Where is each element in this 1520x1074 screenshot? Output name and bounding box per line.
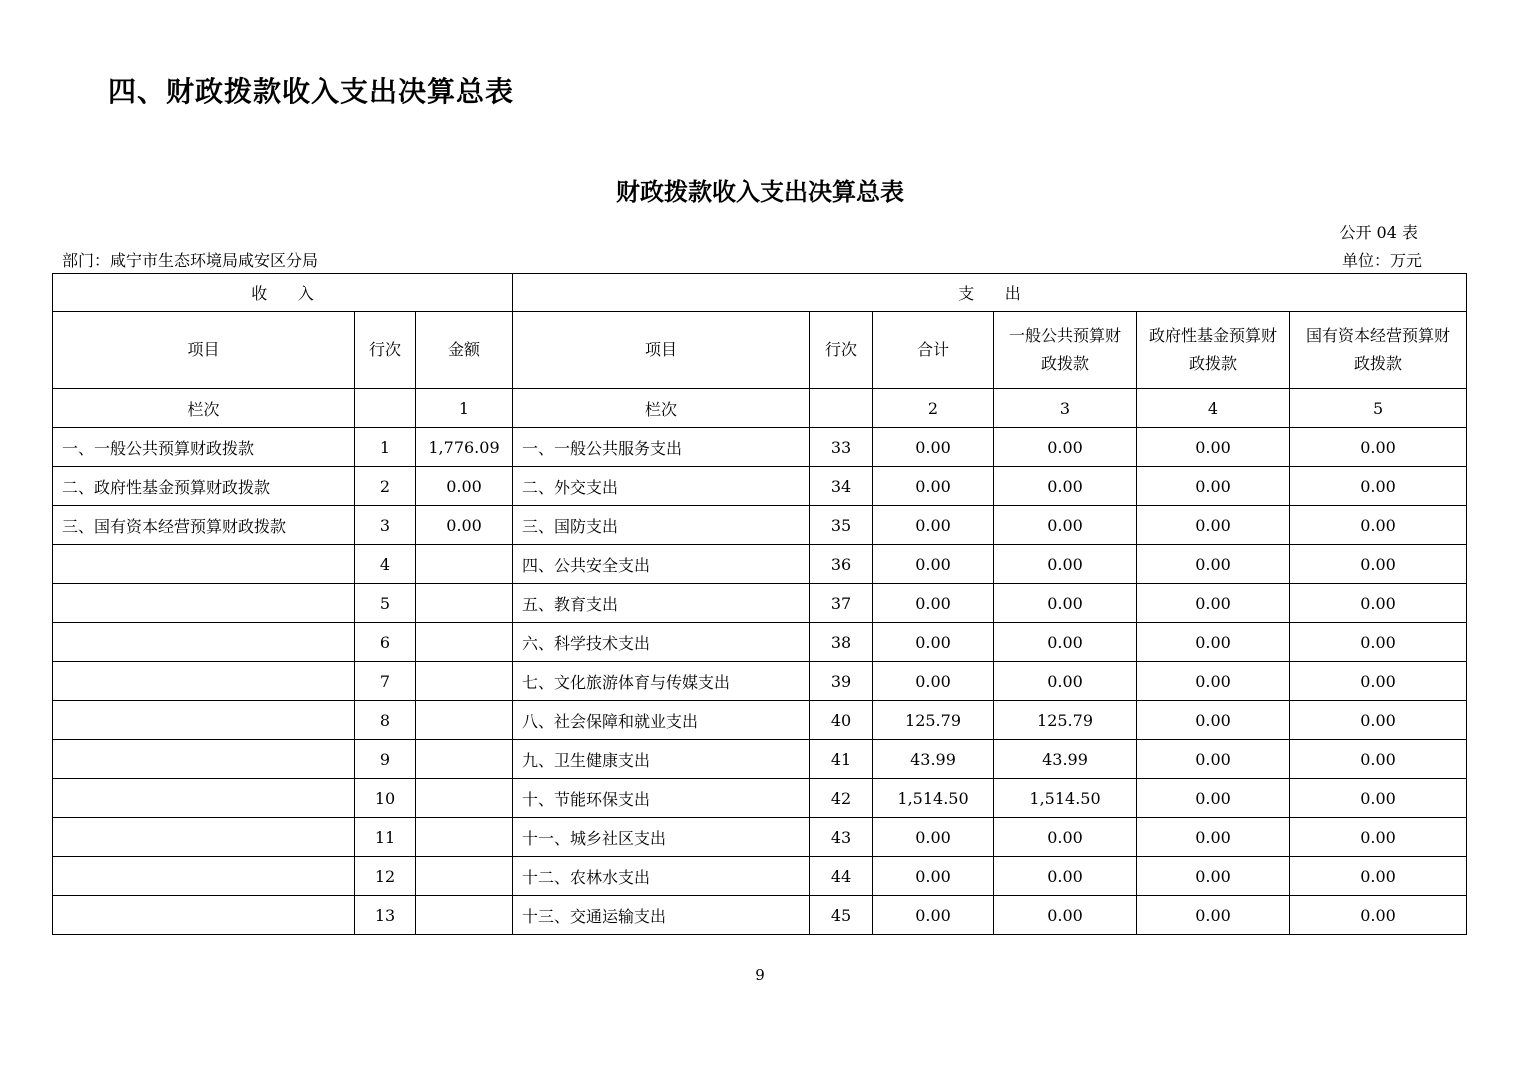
table-row: [53, 428, 1467, 467]
total-cell: 125.79: [873, 701, 994, 740]
gov-fund-cell: 0.00: [1137, 896, 1290, 935]
total-cell: 0.00: [873, 896, 994, 935]
expense-row-cell: 44: [810, 857, 873, 896]
state-capital-cell: 0.00: [1290, 545, 1467, 584]
gov-fund-cell: 0.00: [1137, 428, 1290, 467]
income-item-cell: [53, 623, 355, 662]
expense-row-cell: 40: [810, 701, 873, 740]
total-index: 2: [873, 389, 994, 428]
income-index-label: 栏次: [53, 389, 355, 428]
income-item-cell: [53, 584, 355, 623]
expense-item-cell: 六、科学技术支出: [513, 623, 810, 662]
income-item-cell: [53, 818, 355, 857]
expense-row-cell: 39: [810, 662, 873, 701]
income-row-cell: 7: [355, 662, 416, 701]
expense-row-cell: 33: [810, 428, 873, 467]
expense-header: 支 出: [513, 274, 1467, 312]
table-row: [53, 740, 1467, 779]
table-row: [53, 545, 1467, 584]
state-capital-cell: 0.00: [1290, 623, 1467, 662]
expense-row-header: 行次: [810, 312, 873, 389]
state-capital-cell: 0.00: [1290, 779, 1467, 818]
expense-item-cell: 十三、交通运输支出: [513, 896, 810, 935]
appropriation-summary-table: [52, 273, 1467, 935]
table-row: [53, 506, 1467, 545]
expense-item-cell: 二、外交支出: [513, 467, 810, 506]
state-capital-cell: 0.00: [1290, 662, 1467, 701]
income-row-cell: 12: [355, 857, 416, 896]
expense-item-header: 项目: [513, 312, 810, 389]
income-amount-cell: [416, 818, 513, 857]
expense-item-cell: 一、一般公共服务支出: [513, 428, 810, 467]
general-public-cell: 0.00: [994, 818, 1137, 857]
total-cell: 0.00: [873, 584, 994, 623]
expense-item-cell: 三、国防支出: [513, 506, 810, 545]
income-row-cell: 4: [355, 545, 416, 584]
gov-fund-cell: 0.00: [1137, 584, 1290, 623]
table-title: 财政拨款收入支出决算总表: [616, 178, 904, 206]
state-capital-cell: 0.00: [1290, 818, 1467, 857]
general-public-cell: 0.00: [994, 545, 1137, 584]
state-capital-cell: 0.00: [1290, 740, 1467, 779]
gov-fund-cell: 0.00: [1137, 506, 1290, 545]
income-amount-cell: [416, 545, 513, 584]
income-item-cell: [53, 662, 355, 701]
table-row: [53, 818, 1467, 857]
gov-fund-index: 4: [1137, 389, 1290, 428]
expense-row-cell: 45: [810, 896, 873, 935]
expense-item-cell: 十一、城乡社区支出: [513, 818, 810, 857]
expense-row-cell: 36: [810, 545, 873, 584]
income-amount-cell: [416, 740, 513, 779]
form-code: 公开 04 表: [1339, 223, 1418, 242]
department-label: 部门：咸宁市生态环境局咸安区分局: [62, 251, 319, 270]
gov-fund-cell: 0.00: [1137, 779, 1290, 818]
table-row: [53, 857, 1467, 896]
income-item-cell: [53, 896, 355, 935]
state-capital-cell: 0.00: [1290, 857, 1467, 896]
total-cell: 0.00: [873, 818, 994, 857]
general-public-cell: 0.00: [994, 467, 1137, 506]
table-row: [53, 779, 1467, 818]
expense-row-cell: 37: [810, 584, 873, 623]
income-row-index: [355, 389, 416, 428]
unit-label: 单位：万元: [1341, 251, 1422, 270]
expense-row-cell: 38: [810, 623, 873, 662]
income-item-cell: [53, 857, 355, 896]
gov-fund-cell: 0.00: [1137, 623, 1290, 662]
income-item-header: 项目: [53, 312, 355, 389]
expense-item-cell: 十、节能环保支出: [513, 779, 810, 818]
expense-row-index: [810, 389, 873, 428]
income-row-cell: 9: [355, 740, 416, 779]
income-amount-cell: [416, 623, 513, 662]
general-public-cell: 0.00: [994, 623, 1137, 662]
general-public-cell: 0.00: [994, 506, 1137, 545]
total-cell: 0.00: [873, 623, 994, 662]
income-amount-header: 金额: [416, 312, 513, 389]
expense-row-cell: 43: [810, 818, 873, 857]
gov-fund-cell: 0.00: [1137, 467, 1290, 506]
expense-item-cell: 八、社会保障和就业支出: [513, 701, 810, 740]
header-column-row: [53, 312, 1467, 389]
income-amount-cell: [416, 701, 513, 740]
income-amount-cell: 1,776.09: [416, 428, 513, 467]
expense-item-cell: 四、公共安全支出: [513, 545, 810, 584]
income-row-cell: 1: [355, 428, 416, 467]
state-capital-index: 5: [1290, 389, 1467, 428]
column-index-row: [53, 389, 1467, 428]
state-capital-cell: 0.00: [1290, 701, 1467, 740]
expense-item-cell: 十二、农林水支出: [513, 857, 810, 896]
table-row: [53, 584, 1467, 623]
state-capital-header: 国有资本经营预算财政拨款: [1290, 312, 1467, 389]
total-cell: 0.00: [873, 506, 994, 545]
gov-fund-cell: 0.00: [1137, 818, 1290, 857]
expense-item-cell: 七、文化旅游体育与传媒支出: [513, 662, 810, 701]
header-group-row: [53, 274, 1467, 312]
general-public-cell: 0.00: [994, 584, 1137, 623]
expense-row-cell: 41: [810, 740, 873, 779]
general-public-header: 一般公共预算财政拨款: [994, 312, 1137, 389]
income-amount-cell: [416, 584, 513, 623]
general-public-cell: 43.99: [994, 740, 1137, 779]
state-capital-cell: 0.00: [1290, 506, 1467, 545]
gov-fund-cell: 0.00: [1137, 740, 1290, 779]
general-public-cell: 0.00: [994, 428, 1137, 467]
table-row: [53, 467, 1467, 506]
income-row-cell: 8: [355, 701, 416, 740]
income-header: 收 入: [53, 274, 513, 312]
income-amount-cell: [416, 857, 513, 896]
expense-row-cell: 35: [810, 506, 873, 545]
general-public-cell: 0.00: [994, 896, 1137, 935]
state-capital-cell: 0.00: [1290, 428, 1467, 467]
general-public-cell: 0.00: [994, 662, 1137, 701]
total-cell: 0.00: [873, 545, 994, 584]
general-public-cell: 125.79: [994, 701, 1137, 740]
section-title: 四、财政拨款收入支出决算总表: [108, 75, 515, 108]
gov-fund-cell: 0.00: [1137, 545, 1290, 584]
state-capital-cell: 0.00: [1290, 896, 1467, 935]
income-row-cell: 11: [355, 818, 416, 857]
income-row-cell: 6: [355, 623, 416, 662]
total-cell: 0.00: [873, 467, 994, 506]
income-row-cell: 2: [355, 467, 416, 506]
total-cell: 0.00: [873, 857, 994, 896]
income-amount-cell: [416, 896, 513, 935]
total-header: 合计: [873, 312, 994, 389]
expense-item-cell: 九、卫生健康支出: [513, 740, 810, 779]
table-row: [53, 701, 1467, 740]
income-amount-cell: [416, 779, 513, 818]
total-cell: 43.99: [873, 740, 994, 779]
table-row: [53, 623, 1467, 662]
income-row-cell: 3: [355, 506, 416, 545]
gov-fund-cell: 0.00: [1137, 857, 1290, 896]
gov-fund-cell: 0.00: [1137, 662, 1290, 701]
general-public-cell: 1,514.50: [994, 779, 1137, 818]
income-item-cell: [53, 545, 355, 584]
income-row-cell: 13: [355, 896, 416, 935]
expense-row-cell: 34: [810, 467, 873, 506]
expense-row-cell: 42: [810, 779, 873, 818]
income-row-cell: 5: [355, 584, 416, 623]
income-item-cell: [53, 701, 355, 740]
state-capital-cell: 0.00: [1290, 467, 1467, 506]
income-amount-index: 1: [416, 389, 513, 428]
income-item-cell: 三、国有资本经营预算财政拨款: [53, 506, 355, 545]
total-cell: 0.00: [873, 428, 994, 467]
income-item-cell: [53, 779, 355, 818]
total-cell: 0.00: [873, 662, 994, 701]
general-public-cell: 0.00: [994, 857, 1137, 896]
expense-item-cell: 五、教育支出: [513, 584, 810, 623]
income-amount-cell: 0.00: [416, 506, 513, 545]
table-row: [53, 662, 1467, 701]
state-capital-cell: 0.00: [1290, 584, 1467, 623]
income-row-header: 行次: [355, 312, 416, 389]
page-number: 9: [755, 966, 765, 984]
expense-index-label: 栏次: [513, 389, 810, 428]
income-item-cell: [53, 740, 355, 779]
general-public-index: 3: [994, 389, 1137, 428]
gov-fund-cell: 0.00: [1137, 701, 1290, 740]
income-item-cell: 一、一般公共预算财政拨款: [53, 428, 355, 467]
income-amount-cell: [416, 662, 513, 701]
income-item-cell: 二、政府性基金预算财政拨款: [53, 467, 355, 506]
income-amount-cell: 0.00: [416, 467, 513, 506]
income-row-cell: 10: [355, 779, 416, 818]
total-cell: 1,514.50: [873, 779, 994, 818]
gov-fund-header: 政府性基金预算财政拨款: [1137, 312, 1290, 389]
table-row: [53, 896, 1467, 935]
